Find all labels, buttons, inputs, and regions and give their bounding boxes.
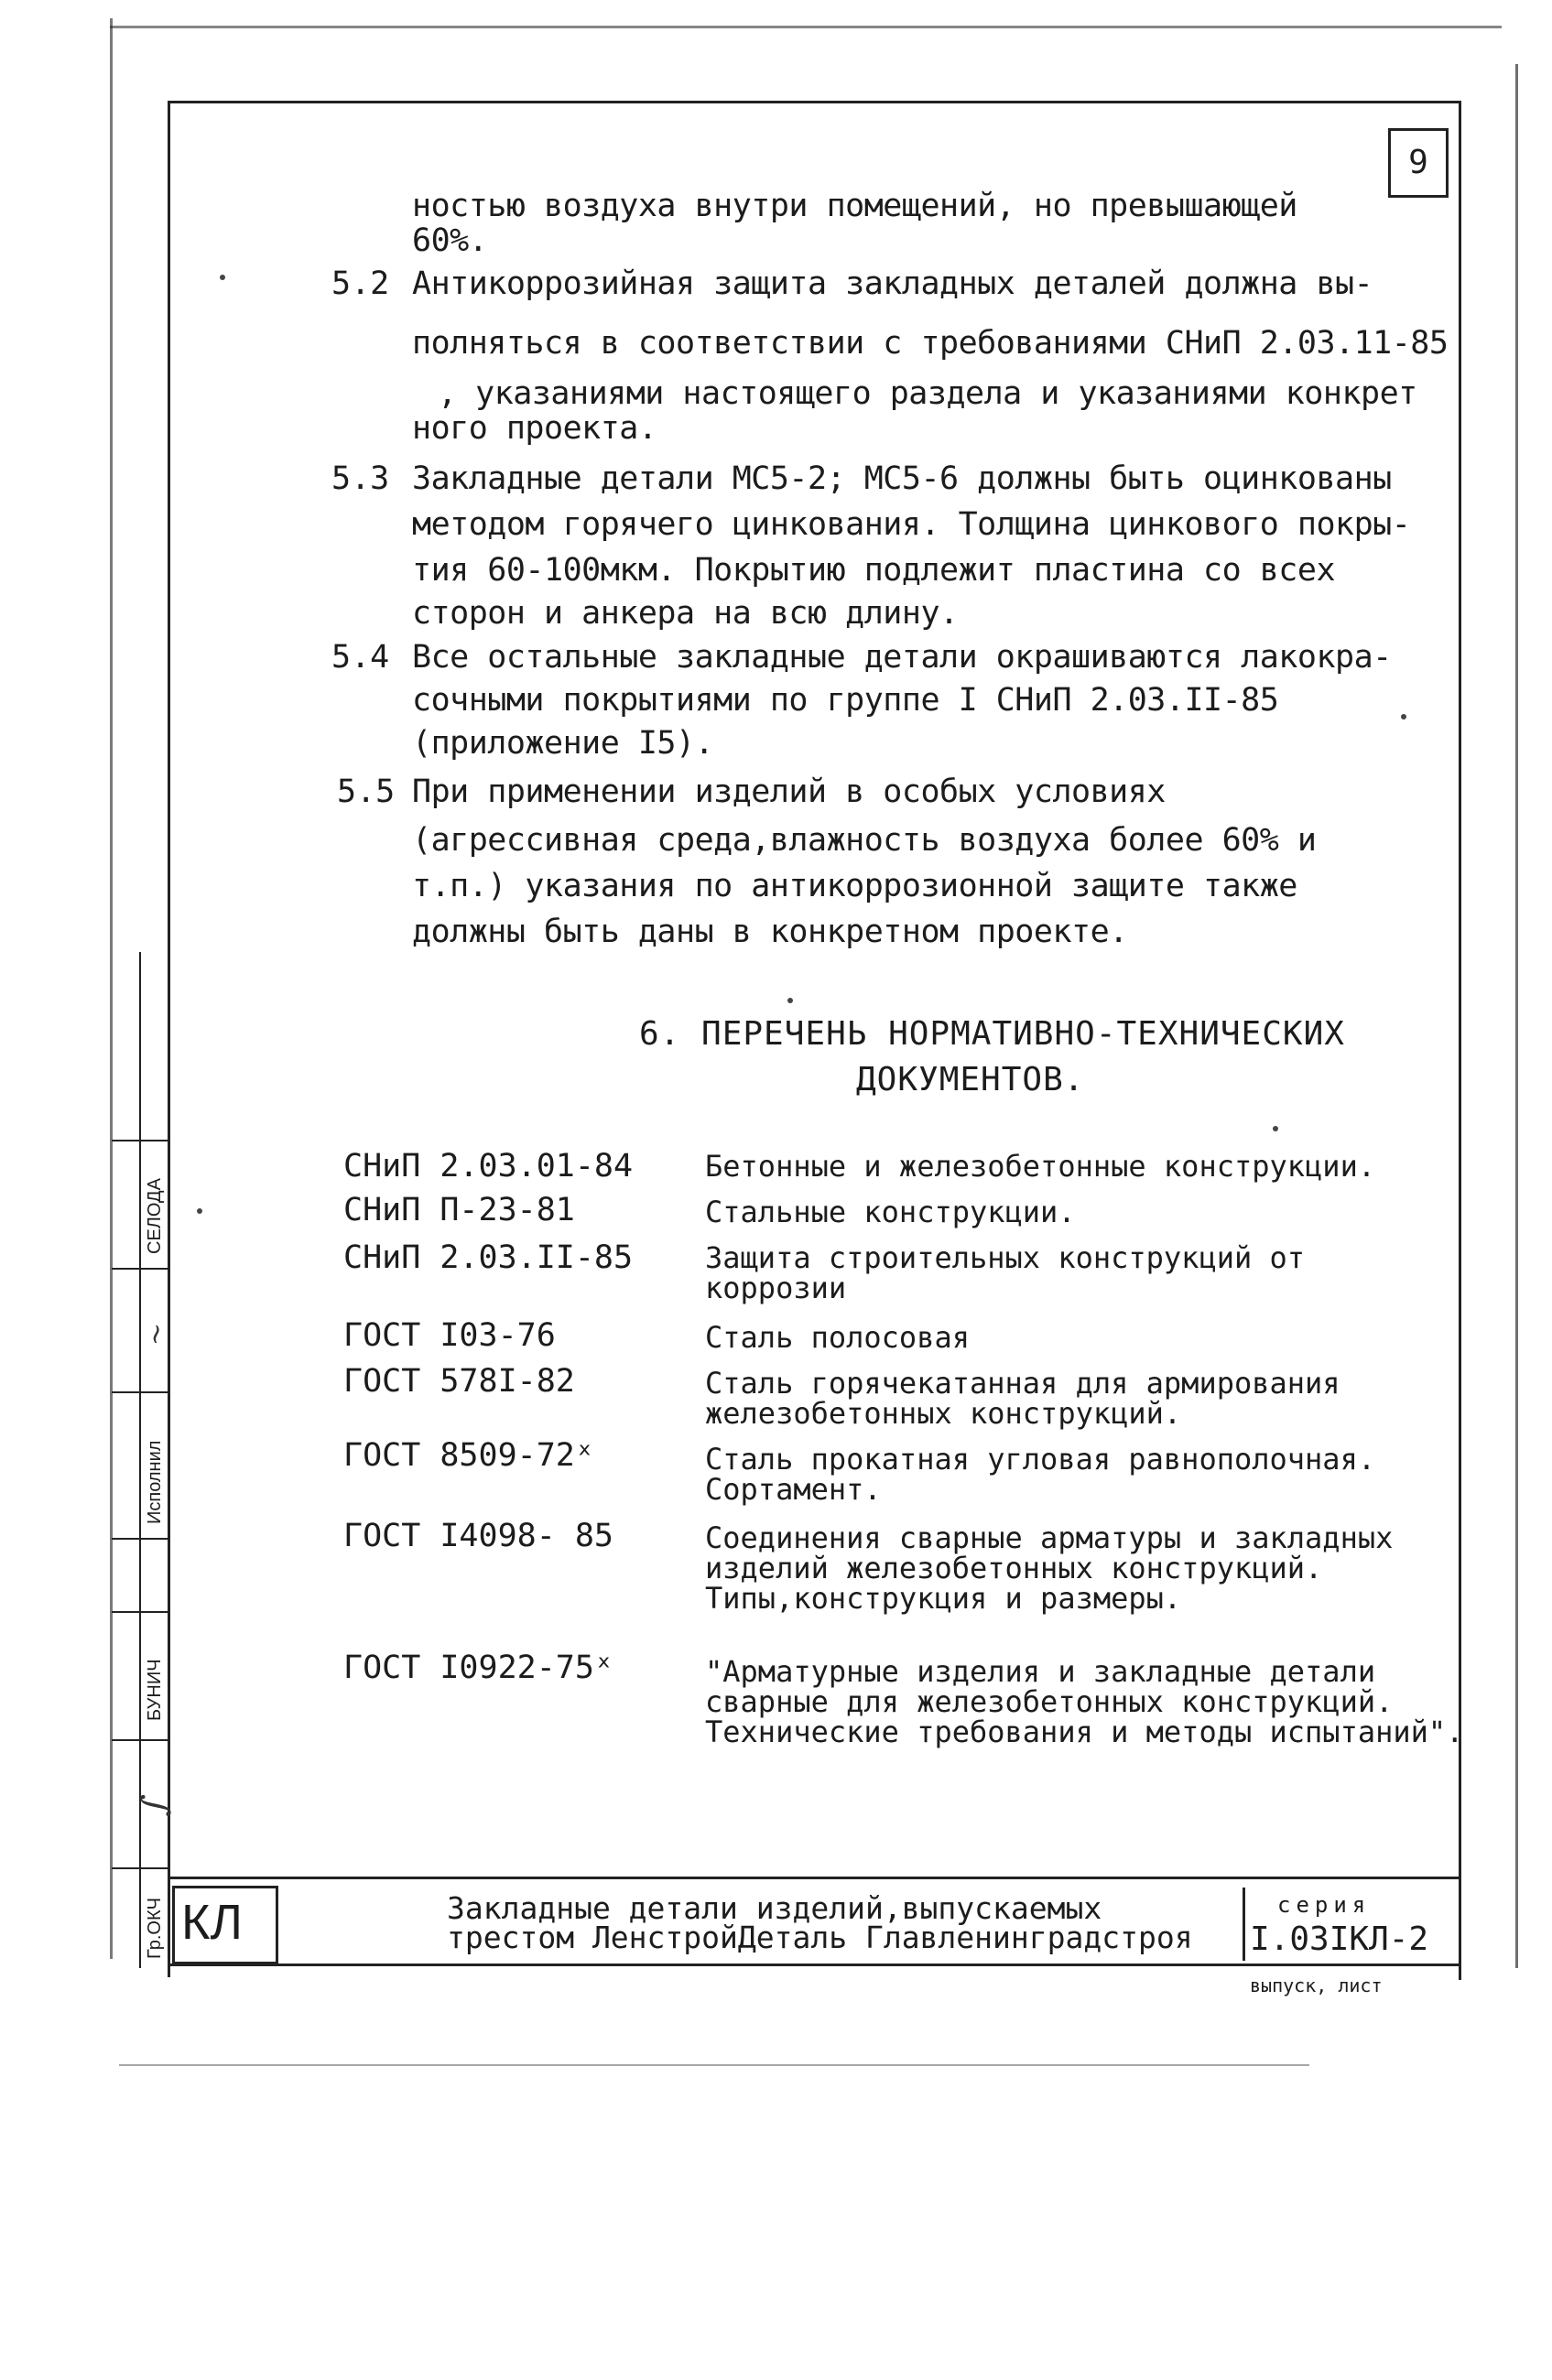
sidebar-cell-line	[112, 1140, 168, 1141]
left-binding-line	[110, 18, 113, 1959]
stamp-series-label: серия	[1277, 1892, 1372, 1918]
section-5-2-number: 5.2	[331, 265, 390, 302]
intro-line-1: ностью воздуха внутри помещений, но превышающей	[412, 188, 1297, 224]
stamp-title-line2: трестом ЛенстройДеталь Главленинградстроя	[447, 1920, 1193, 1955]
sidebar-developed: Гр.ОКЧ	[145, 1898, 165, 1959]
scan-speck	[1401, 714, 1406, 719]
section-5-4-line: сочными покрытиями по группе I СНиП 2.03.II-85	[412, 682, 1279, 719]
scan-speck	[1273, 1126, 1278, 1131]
section-5-5-line: (агрессивная среда,влажность воздуха более 60% и	[412, 822, 1317, 859]
doc-title: Соединения сварные арматуры и закладных изделий железобетонных конструкций. Типы,конструкция и размеры.	[705, 1520, 1394, 1616]
section-5-4-number: 5.4	[331, 639, 390, 676]
sidebar-cell-line	[112, 1268, 168, 1270]
doc-title: Сталь прокатная угловая равнополочная. Сортамент.	[705, 1442, 1376, 1507]
scan-speck	[220, 275, 225, 280]
section-5-5-line: т.п.) указания по антикоррозионной защите также	[412, 868, 1297, 904]
scan-speck	[197, 1208, 202, 1214]
section-5-2-line: Антикоррозийная защита закладных деталей должна вы-	[412, 265, 1373, 302]
section-6-heading-line2: ДОКУМЕНТОВ.	[856, 1061, 1085, 1098]
section-5-3-line: сторон и анкера на всю длину.	[412, 595, 959, 632]
signature-mark: ∫	[132, 1792, 176, 1818]
doc-title: Стальные конструкции.	[705, 1195, 1076, 1229]
signature-mark: ~	[138, 1320, 174, 1348]
section-5-5-number: 5.5	[337, 774, 396, 810]
right-scan-line	[1515, 64, 1518, 1968]
page-number: 9	[1388, 128, 1449, 198]
bottom-scan-line	[119, 2064, 1309, 2066]
section-5-2-line: ного проекта.	[412, 410, 657, 447]
section-5-3-line: Закладные детали МС5-2; МС5-6 должны быть оцинкованы	[412, 460, 1392, 497]
doc-title: "Арматурные изделия и закладные детали сварные для железобетонных конструкций. Технические требования и методы испытаний".	[705, 1654, 1464, 1749]
section-5-2-line: , указаниями настоящего раздела и указаниями конкрет	[438, 375, 1417, 412]
sidebar-cell-line	[112, 1538, 168, 1540]
doc-code: СНиП 2.03.II-85	[343, 1239, 634, 1276]
scan-speck	[787, 998, 793, 1003]
section-5-3-line: методом горячего цинкования. Толщина цинкового покры-	[412, 506, 1411, 543]
stamp-series-value: I.03IКЛ-2	[1250, 1920, 1429, 1958]
stamp-mark: КЛ	[181, 1895, 243, 1950]
doc-title: Бетонные и железобетонные конструкции.	[705, 1149, 1376, 1184]
section-5-5-line: При применении изделий в особых условиях	[412, 774, 1166, 810]
doc-code: ГОСТ I03-76	[343, 1317, 556, 1354]
doc-code: ГОСТ I4098- 85	[343, 1518, 614, 1554]
section-5-4-line: Все остальные закладные детали окрашиваются лакокра-	[412, 639, 1392, 676]
stamp-divider	[1243, 1888, 1245, 1961]
doc-code: СНиП П-23-81	[343, 1192, 575, 1228]
sidebar-name1: БУНИЧ	[145, 1659, 165, 1721]
doc-title: Защита строительных конструкций от коррозии	[705, 1240, 1306, 1305]
section-5-5-line: должны быть даны в конкретном проекте.	[412, 914, 1128, 950]
intro-line-2: 60%.	[412, 222, 488, 259]
doc-title: Сталь полосовая	[705, 1320, 970, 1355]
section-5-3-line: тия 60-100мкм. Покрытию подлежит пластина со всех	[412, 552, 1336, 589]
sidebar-cell-line	[112, 1739, 168, 1741]
sidebar-cell-line	[112, 1611, 168, 1613]
doc-code: СНиП 2.03.01-84	[343, 1148, 634, 1185]
stamp-sheet-label: выпуск, лист	[1250, 1974, 1383, 1996]
doc-code: ГОСТ 8509-72ˣ	[343, 1437, 594, 1474]
doc-code: ГОСТ I0922-75ˣ	[343, 1650, 614, 1686]
sidebar-executor-label: Исполнил	[145, 1440, 165, 1524]
section-5-3-number: 5.3	[331, 460, 390, 497]
sidebar-cell-line	[112, 1867, 168, 1869]
sidebar-cell-line	[112, 1391, 168, 1393]
doc-code: ГОСТ 578I-82	[343, 1363, 575, 1400]
sidebar-name2: СЕЛОДА	[145, 1178, 165, 1254]
section-5-4-line: (приложение I5).	[412, 725, 714, 762]
stamp-title-line1: Закладные детали изделий,выпускаемых	[447, 1890, 1102, 1926]
section-5-2-line: полняться в соответствии с требованиями СНиП 2.03.11-85	[412, 325, 1449, 362]
stamp-top-border	[168, 1877, 1461, 1879]
doc-title: Сталь горячекатанная для армирования железобетонных конструкций.	[705, 1366, 1340, 1431]
top-scan-line	[110, 26, 1502, 28]
stamp-bottom-border	[168, 1964, 1461, 1966]
section-6-heading-line1: 6. ПЕРЕЧЕНЬ НОРМАТИВНО-ТЕХНИЧЕСКИХ	[639, 1015, 1345, 1053]
sidebar-divider	[139, 952, 141, 1968]
